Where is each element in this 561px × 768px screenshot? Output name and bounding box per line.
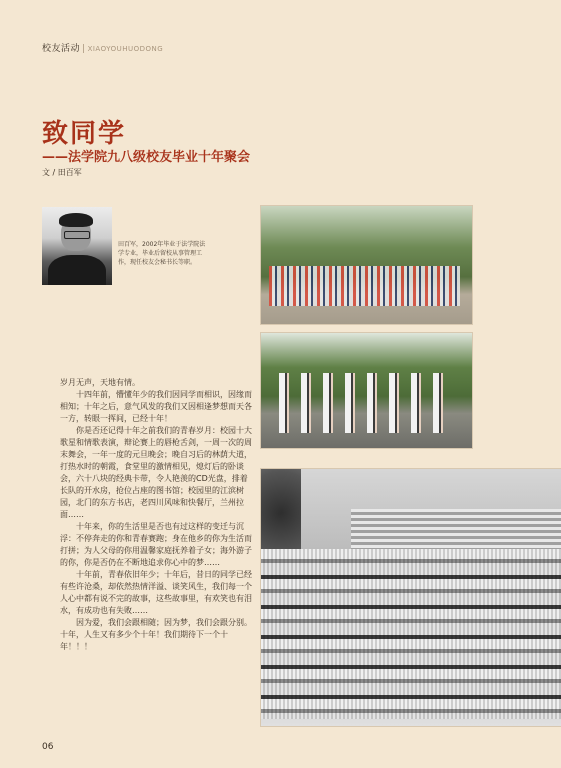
group-photo-campus-road bbox=[260, 205, 473, 325]
photo-people bbox=[279, 373, 444, 433]
group-photo-building-steps bbox=[260, 468, 561, 727]
portrait-hair bbox=[59, 213, 93, 227]
paragraph: 岁月无声，天地有情。 bbox=[60, 378, 140, 387]
paragraph: 十四年前，懵懂年少的我们因同学而相识，因缘而相知；十年之后，意气风发的我们又因相逢梦想而天各一方，转眼一挥间，已经十年！ bbox=[60, 390, 252, 423]
section-title-en: XIAOYOUHUODONG bbox=[87, 45, 164, 53]
photo-people bbox=[269, 266, 460, 306]
author-bio: 田百军，2002年毕业于法学院法学专业，毕业后留校从事管理工作，现任校友会秘书长等职。 bbox=[118, 241, 206, 266]
article-title: 致同学 bbox=[42, 119, 127, 149]
portrait-glasses bbox=[64, 231, 90, 239]
portrait-body bbox=[48, 255, 106, 285]
paragraph: 十年前，青春依旧年少；十年后，昔日的同学已经有些许沧桑，却依然热情洋溢、谈笑风生，我们每一个人心中都有说不完的故事，这些故事里，有欢笑也有泪水，有成功也有失败…… bbox=[60, 570, 252, 615]
group-photo-tree-lane bbox=[260, 332, 473, 449]
article-body bbox=[60, 377, 253, 653]
paragraph: 因为爱，我们会跟相随；因为梦，我们会跟分别。十年，人生又有多少个十年！我们期待下一个十年！！！ bbox=[60, 618, 252, 651]
paragraph: 你是否还记得十年之前我们的青春岁月：校园十大歌星和情歌表演，辩论赛上的唇枪舌剑，一周一次的周末舞会，一年一度的元旦晚会；晚自习后的林荫大道，打热水时的朝霞，食堂里的激情相见，熄灯后的卧谈会，六十八块的经典卡带，令人艳羡的CD光盘，排着长队的开水房，抢位占座的图书馆；校园里的江滨树园，北门的东方书店，老四川风味和快餐厅，兰州拉面…… bbox=[60, 426, 252, 519]
page-number: 06 bbox=[42, 742, 54, 752]
paragraph: 十年来，你的生活里是否也有过这样的变迁与沉浮：不停奔走的你和青春赛跑；身在他乡的你为生活而打拼；为人父母的你用温馨家庭抚养着子女；海外游子的你，你是否仍在不断地追求你心中的梦…… bbox=[60, 522, 252, 567]
section-header bbox=[42, 41, 163, 54]
section-divider: | bbox=[82, 44, 86, 54]
author-portrait bbox=[42, 207, 112, 285]
photo-crowd bbox=[261, 549, 561, 719]
article-byline: 文 / 田百军 bbox=[42, 168, 82, 177]
section-title: 校友活动 bbox=[42, 44, 81, 54]
article-subtitle: ——法学院九八级校友毕业十年聚会 bbox=[42, 150, 251, 165]
